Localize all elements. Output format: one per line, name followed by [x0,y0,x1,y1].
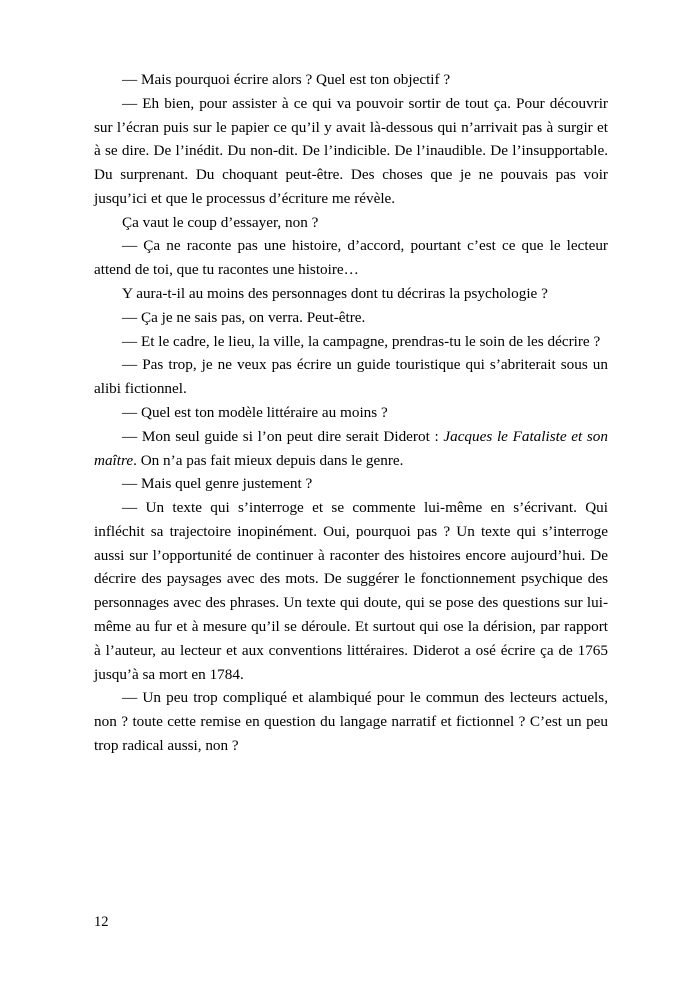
paragraph: Y aura-t-il au moins des personnages dont tu décriras la psychologie ? [122,285,548,303]
body-text [94,68,608,758]
page-number: 12 [94,914,109,930]
paragraph: — Eh bien, pour assister à ce qui va pouvoir sortir de tout ça. Pour découvrir sur l’écran puis sur le papier ce qu’il y avait là-dessous qui n’arrivait pas à surgir et à se dire. De l’inédit. Du non-dit. De l’indicible. De l’inaudible. De l’insupportable. Du surprenant. Du choquant peut-être. Des choses que je ne pouvais pas voir jusqu’ici et que le processus d’écriture me révèle. [94,94,608,207]
paragraph: — Un peu trop compliqué et alambiqué pour le commun des lecteurs actuels, non ? toute cette remise en question du langage narratif et fictionnel ? C’est un peu trop radical aussi, non ? [94,689,608,754]
paragraph-part: . On n’a pas fait mieux depuis dans le genre. [133,451,404,469]
paragraph: — Pas trop, je ne veux pas écrire un guide touristique qui s’abriterait sous un alibi fictionnel. [94,356,608,398]
paragraph: Ça vaut le coup d’essayer, non ? [122,213,319,231]
paragraph: — Et le cadre, le lieu, la ville, la campagne, prendras-tu le soin de les décrire ? [122,332,601,350]
book-title: Jacques le Fataliste et son maître [94,427,608,469]
paragraph: — Mais quel genre justement ? [122,475,313,493]
paragraph: — Ça je ne sais pas, on verra. Peut-être. [122,308,366,326]
paragraph: — Un texte qui s’interroge et se commente lui-même en s’écrivant. Qui infléchit sa trajectoire inopinément. Oui, pourquoi pas ? Un texte qui s’interroge aussi sur l’opportunité de continuer à raconter des histoires encore aujourd’hui. De décrire des paysages avec des mots. De suggérer le fonctionnement psychique des personnages avec des phrases. Un texte qui doute, qui se pose des questions sur lui-même au fur et à mesure qu’il se déroule. Et surtout qui ose la dérision, par rapport à l’auteur, au lecteur et aux conventions littéraires. Diderot a osé écrire ça de 1765 jusqu’à sa mort en 1784. [94,499,608,683]
paragraph: — Ça ne raconte pas une histoire, d’accord, pourtant c’est ce que le lecteur attend de toi, que tu racontes une histoire… [94,237,608,279]
paragraph-part: — Mon seul guide si l’on peut dire serait Diderot : [122,427,444,445]
paragraph: — Quel est ton modèle littéraire au moins ? [122,403,388,421]
paragraph-with-title [94,425,608,473]
paragraph: — Mais pourquoi écrire alors ? Quel est ton objectif ? [122,71,451,88]
